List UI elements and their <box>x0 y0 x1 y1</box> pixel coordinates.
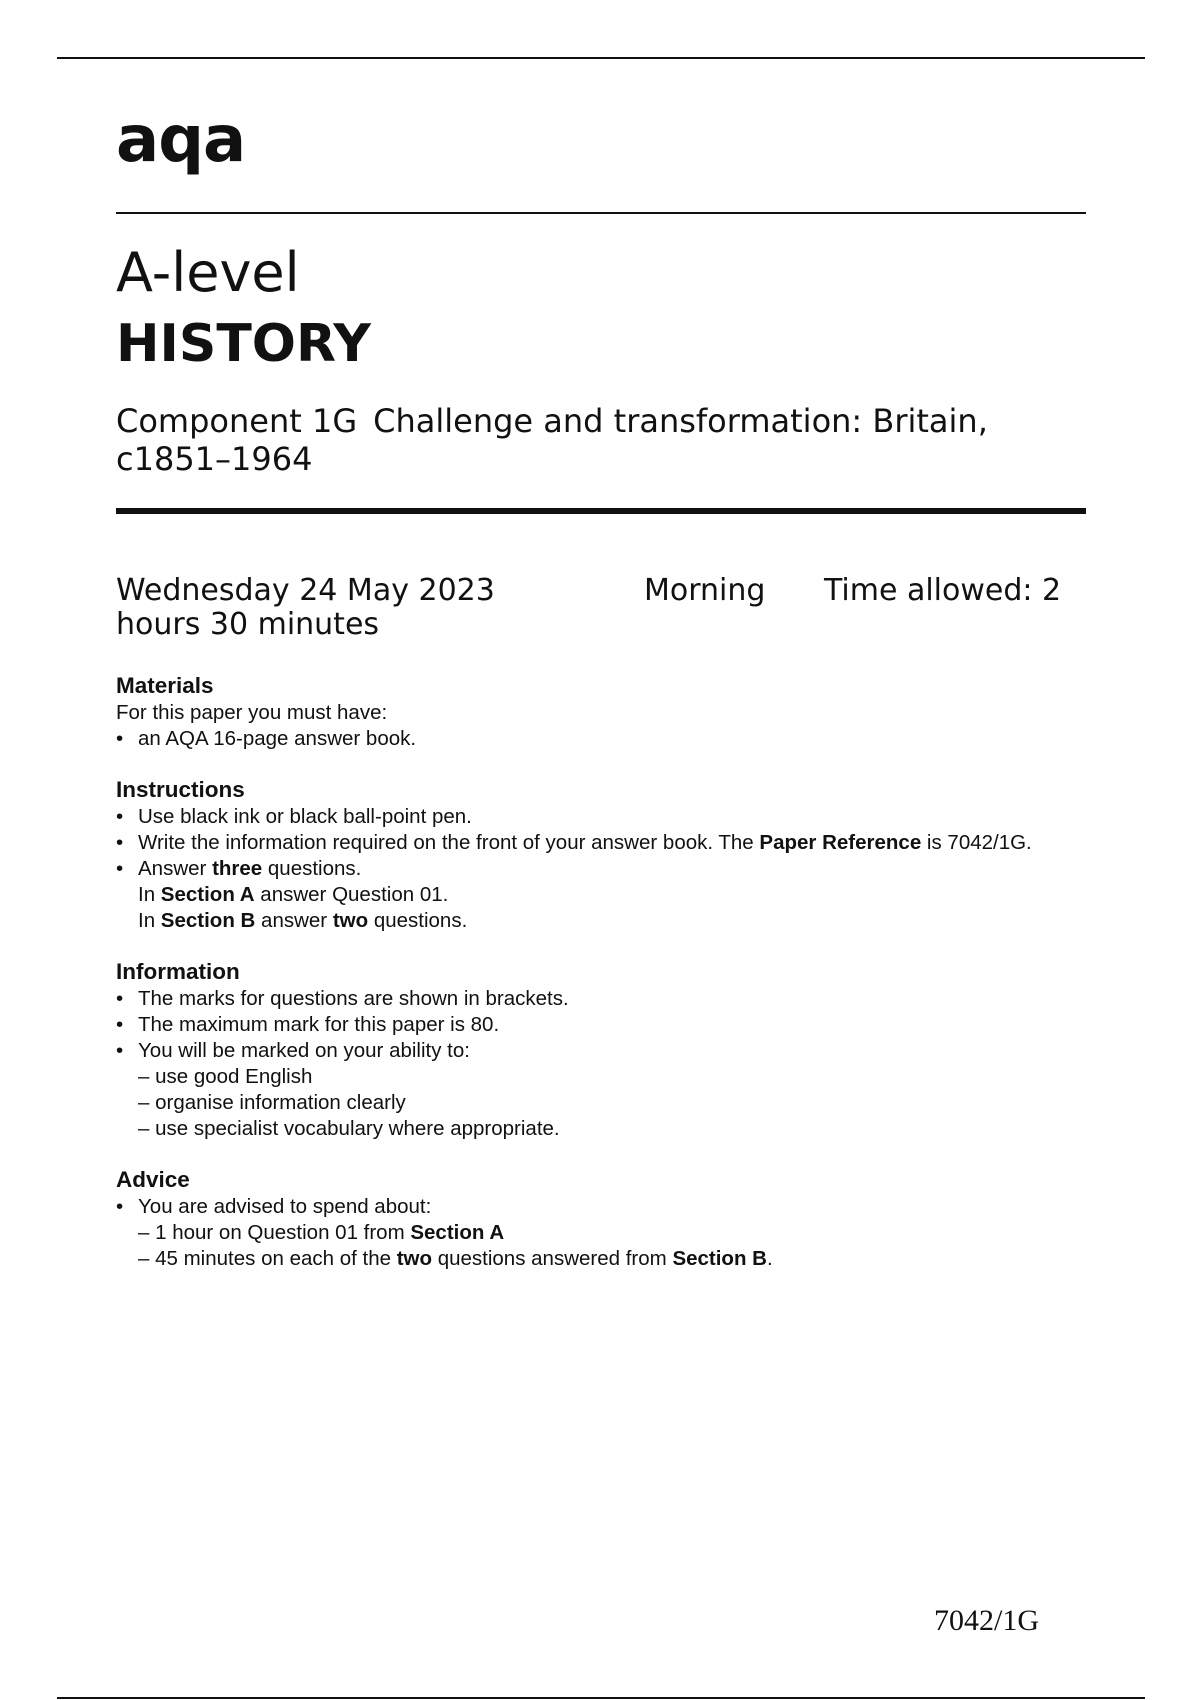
advice-emphasis: Section A <box>410 1221 505 1244</box>
instruction-subitem <box>116 882 1076 908</box>
advice-item: • You are advised to spend about: <box>116 1194 1076 1220</box>
advice-heading: Advice <box>116 1167 190 1192</box>
exam-session: Morning <box>644 573 766 608</box>
advice-text: . <box>766 1247 773 1270</box>
component-title <box>116 402 1016 478</box>
instruction-item <box>116 856 1076 882</box>
instruction-text: In <box>138 909 161 932</box>
information-item: • The marks for questions are shown in brackets. <box>116 986 1076 1012</box>
advice-text: – 45 minutes on each of the <box>138 1247 397 1270</box>
instruction-text: questions. <box>262 857 362 880</box>
time-allowed: Time allowed: 2 <box>824 573 1062 608</box>
instruction-emphasis: two <box>332 909 369 932</box>
advice-subitem <box>116 1220 1076 1246</box>
instruction-emphasis: Section A <box>160 883 255 906</box>
aqa-logo: aqa <box>116 103 246 177</box>
instructions-section <box>116 776 1076 934</box>
information-subitem: – use specialist vocabulary where appropriate. <box>138 1117 560 1140</box>
exam-details <box>116 574 1086 642</box>
materials-item: • an AQA 16-page answer book. <box>116 726 1076 752</box>
component-name: Challenge and transformation: Britain, c1851–1964 <box>116 402 988 478</box>
instruction-subitem <box>116 908 1076 934</box>
bottom-rule <box>57 1697 1145 1699</box>
paper-reference: 7042/1G <box>934 1604 1039 1637</box>
instruction-text: Answer <box>138 857 213 880</box>
heavy-divider <box>116 508 1086 514</box>
information-section <box>116 958 1076 1142</box>
instructions-body <box>116 672 1076 1296</box>
instruction-text: Write the information required on the front of your answer book. The <box>138 831 760 854</box>
advice-text: questions answered from <box>432 1247 673 1270</box>
advice-emphasis: two <box>396 1247 432 1270</box>
materials-intro: For this paper you must have: <box>116 701 388 724</box>
advice-emphasis: Section B <box>672 1247 767 1270</box>
information-subitem: – use good English <box>138 1065 313 1088</box>
information-item: • The maximum mark for this paper is 80. <box>116 1012 1076 1038</box>
materials-heading: Materials <box>116 673 214 698</box>
advice-text: – 1 hour on Question 01 from <box>138 1221 411 1244</box>
instruction-text: is 7042/1G. <box>921 831 1032 854</box>
instruction-emphasis: Section B <box>160 909 256 932</box>
materials-section <box>116 672 1076 752</box>
instruction-emphasis: Paper Reference <box>759 831 922 854</box>
instruction-item <box>116 830 1076 856</box>
instruction-text: In <box>138 883 161 906</box>
instruction-emphasis: three <box>212 857 263 880</box>
instruction-text: answer Question 01. <box>254 883 449 906</box>
time-allowed-continued: hours 30 minutes <box>116 607 380 642</box>
instruction-item: • Use black ink or black ball-point pen. <box>116 804 1076 830</box>
component-code: Component 1G <box>116 402 358 440</box>
advice-subitem <box>116 1246 1076 1272</box>
exam-date: Wednesday 24 May 2023 <box>116 573 495 608</box>
subject-title: HISTORY <box>116 314 371 374</box>
advice-section <box>116 1166 1076 1272</box>
information-item: • You will be marked on your ability to: <box>116 1038 1076 1064</box>
information-heading: Information <box>116 959 240 984</box>
top-rule <box>57 57 1145 59</box>
qualification-level: A-level <box>116 241 300 304</box>
information-subitem: – organise information clearly <box>138 1091 406 1114</box>
instructions-heading: Instructions <box>116 777 245 802</box>
logo-divider <box>116 212 1086 214</box>
instruction-text: answer <box>255 909 333 932</box>
instruction-text: questions. <box>368 909 468 932</box>
